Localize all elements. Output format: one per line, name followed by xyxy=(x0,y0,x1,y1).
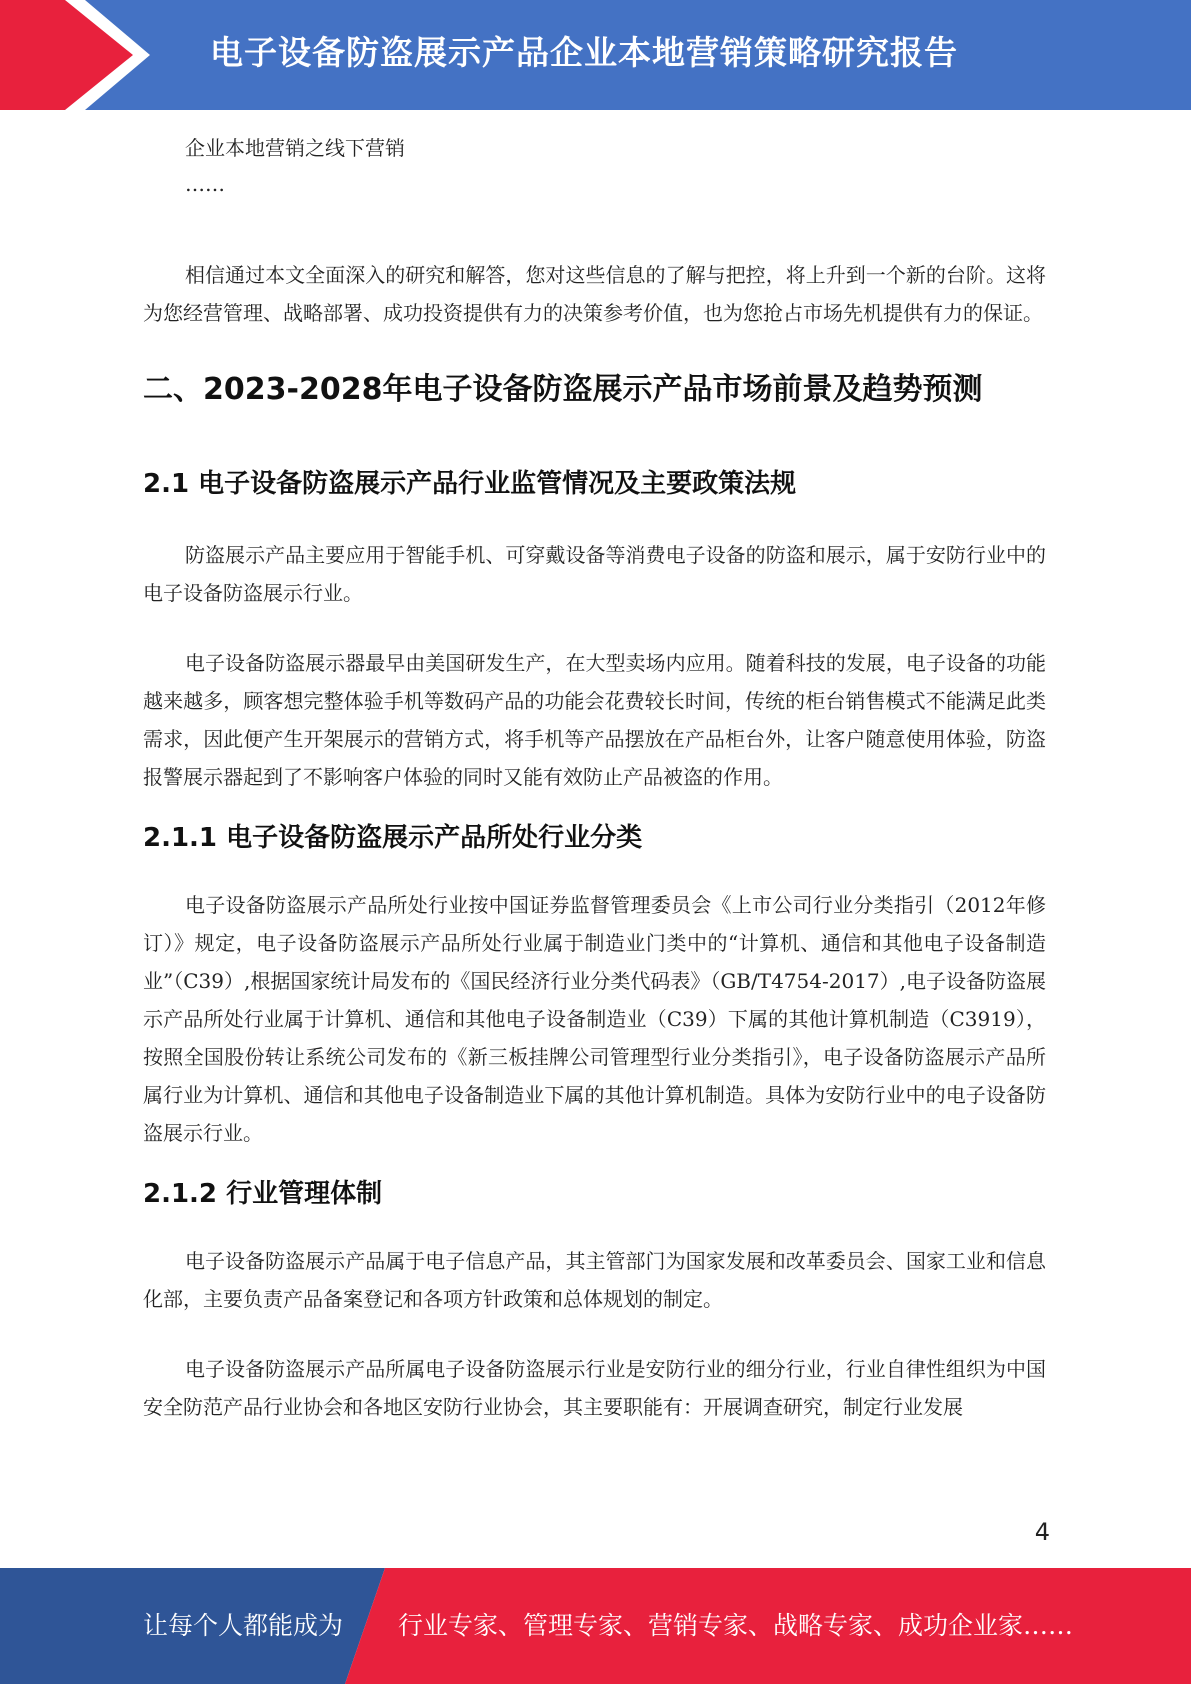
section-2-1-2-paragraph-1: 电子设备防盗展示产品属于电子信息产品，其主管部门为国家发展和改革委员会、国家工业和信息化部，主要负责产品备案登记和各项方针政策和总体规划的制定。 xyxy=(143,1249,1046,1311)
section-2-heading: 二、2023-2028年电子设备防盗展示产品市场前景及趋势预测 xyxy=(143,372,983,407)
header-chevron-decoration xyxy=(0,0,150,110)
section-2-1-1-paragraph: 电子设备防盗展示产品所处行业按中国证券监督管理委员会《上市公司行业分类指引（2012年修订）》规定，电子设备防盗展示产品所处行业属于制造业门类中的“计算机、通信和其他电子设备制造业”（C39）,根据国家统计局发布的《国民经济行业分类代码表》（GB/T4754-2017）,电子设备防盗展示产品所处行业属于计算机、通信和其他电子设备制造业（C39）下属的其他计算机制造（C3919），按照全国股份转让系统公司发布的《新三板挂牌公司管理型行业分类指引》，电子设备防盗展示产品所属行业为计算机、通信和其他电子设备制造业下属的其他计算机制造。具体为安防行业中的电子设备防盗展示行业。 xyxy=(143,893,1046,1145)
page-number: 4 xyxy=(1034,1518,1050,1546)
footer-slogan-right: 行业专家、管理专家、营销专家、战略专家、成功企业家…… xyxy=(398,1611,1074,1640)
section-2-1-2-heading: 2.1.2 行业管理体制 xyxy=(143,1179,383,1209)
section-2-1-heading: 2.1 电子设备防盗展示产品行业监管情况及主要政策法规 xyxy=(143,469,797,499)
intro-paragraph: 相信通过本文全面深入的研究和解答，您对这些信息的了解与把控，将上升到一个新的台阶。这将为您经营管理、战略部署、成功投资提供有力的决策参考价值，也为您抢占市场先机提供有力的保证。 xyxy=(143,263,1046,325)
section-2-1-paragraph-2: 电子设备防盗展示器最早由美国研发生产，在大型卖场内应用。随着科技的发展，电子设备的功能越来越多，顾客想完整体验手机等数码产品的功能会花费较长时间，传统的柜台销售模式不能满足此类需求，因此便产生开架展示的营销方式，将手机等产品摆放在产品柜台外，让客户随意使用体验，防盗报警展示器起到了不影响客户体验的同时又能有效防止产品被盗的作用。 xyxy=(143,651,1046,789)
toc-item: 企业本地营销之线下营销 xyxy=(185,136,405,160)
report-title: 电子设备防盗展示产品企业本地营销策略研究报告 xyxy=(210,33,958,72)
toc-ellipsis: …… xyxy=(185,172,225,196)
section-2-1-1-heading: 2.1.1 电子设备防盗展示产品所处行业分类 xyxy=(143,823,643,853)
page-content xyxy=(143,130,1046,1426)
section-2-1-paragraph-1: 防盗展示产品主要应用于智能手机、可穿戴设备等消费电子设备的防盗和展示，属于安防行业中的电子设备防盗展示行业。 xyxy=(143,543,1046,605)
footer-slogan-left: 让每个人都能成为 xyxy=(143,1611,344,1640)
report-header xyxy=(0,0,1191,110)
report-footer xyxy=(0,1568,1191,1684)
section-2-1-2-paragraph-2: 电子设备防盗展示产品所属电子设备防盗展示行业是安防行业的细分行业，行业自律性组织为中国安全防范产品行业协会和各地区安防行业协会，其主要职能有：开展调查研究，制定行业发展 xyxy=(143,1357,1046,1419)
